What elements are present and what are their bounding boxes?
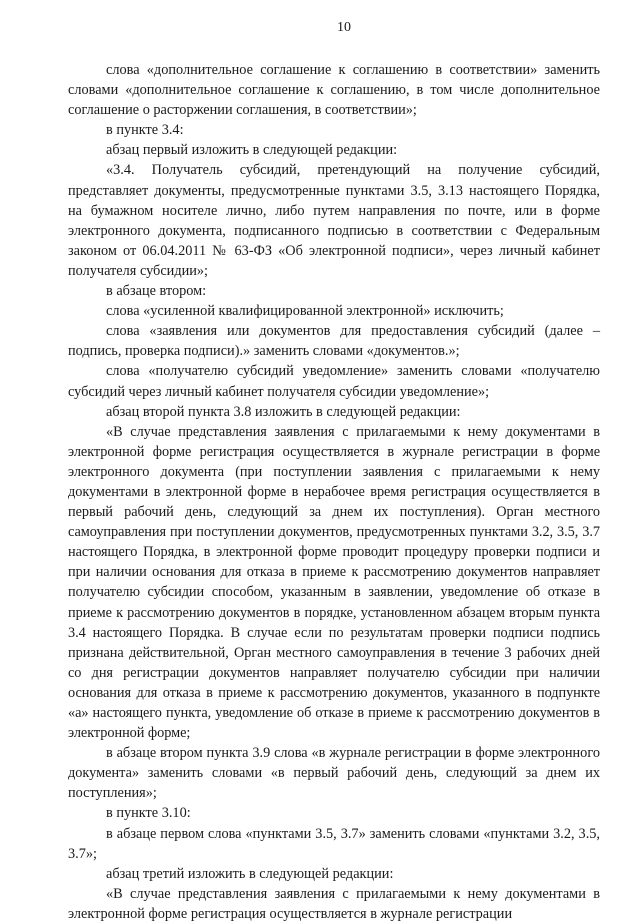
document-body (68, 60, 600, 924)
paragraph: абзац третий изложить в следующей редакции: (106, 865, 394, 882)
paragraph: в абзаце втором пункта 3.9 слова «в журнале регистрации в форме электронного документа» заменить словами «в первый рабочий день, следующий за днем их поступления»; (68, 745, 600, 802)
paragraph: в пункте 3.4: (106, 122, 184, 139)
paragraph: слова «заявления или документов для предоставления субсидий (далее – подпись, проверка подписи).» заменить словами «документов.»; (68, 323, 600, 360)
paragraph: слова «усиленной квалифицированной электронной» исключить; (106, 303, 504, 320)
paragraph: в абзаце первом слова «пунктами 3.5, 3.7» заменить словами «пунктами 3.2, 3.5, 3.7»; (68, 825, 600, 862)
paragraph: в абзаце втором: (106, 283, 207, 300)
paragraph: «3.4. Получатель субсидий, претендующий на получение субсидий, представляет документы, предусмотренные пунктами 3.5, 3.13 настоящего Порядка, на бумажном носителе лично, либо путем направления по почте, или в форме электронного документа, подписанного подписью в соответствии с Федеральным законом от 06.04.2011 № 63-ФЗ «Об электронной подписи», через личный кабинет получателя субсидии»; (68, 162, 600, 279)
paragraph: «В случае представления заявления с прилагаемыми к нему документами в электронной форме регистрация осуществляется в журнале регистрации (68, 885, 600, 922)
paragraph: абзац второй пункта 3.8 изложить в следующей редакции: (106, 403, 461, 420)
paragraph: слова «дополнительное соглашение к соглашению в соответствии» заменить словами «дополнительное соглашение к соглашению, в том числе дополнительное соглашение о расторжении соглашения, в соответствии»; (68, 62, 600, 119)
paragraph: «В случае представления заявления с прилагаемыми к нему документами в электронной форме регистрация осуществляется в журнале регистрации в форме электронного документа (при поступлении заявления с прилагаемыми к нему документами в электронной форме в нерабочее время регистрация осуществляется в первый рабочий день, следующий за днем их поступления). Орган местного самоуправления при поступлении документов, предусмотренных пунктами 3.2, 3.5, 3.7 настоящего Порядка, в электронной форме проводит процедуру проверки подписи и при наличии основания для отказа в приеме к рассмотрению документов направляет получателю субсидии способом, указанным в заявлении, уведомление об отказе в приеме к рассмотрению документов в порядке, установленном абзацем вторым пункта 3.4 настоящего Порядка. В случае если по результатам проверки подписи подпись признана действительной, Орган местного самоуправления в течение 3 рабочих дней со дня регистрации документов направляет получателю субсидии при наличии основания для отказа в приеме к рассмотрению документов, указанного в подпункте «а» настоящего пункта, уведомление об отказе в приеме к рассмотрению документов в электронной форме; (68, 423, 600, 742)
page-number: 10 (337, 20, 351, 35)
paragraph: слова «получателю субсидий уведомление» заменить словами «получателю субсидий через личный кабинет получателя субсидии уведомление»; (68, 363, 600, 400)
paragraph: абзац первый изложить в следующей редакции: (106, 142, 398, 159)
paragraph: в пункте 3.10: (106, 805, 191, 822)
